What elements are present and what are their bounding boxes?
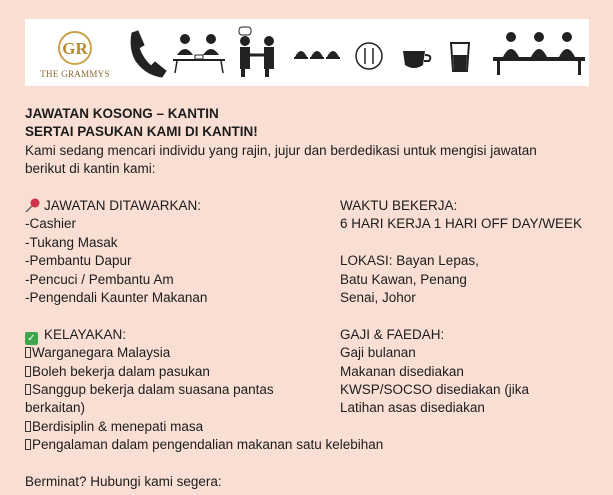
qualification-item: Sanggup bekerja dalam suasana pantas (32, 381, 274, 397)
qualifications-section (25, 326, 274, 436)
grammys-logo-mark-icon (37, 27, 113, 69)
missing-glyph-icon (25, 384, 31, 395)
job-item: -Pengendali Kaunter Makanan (25, 289, 208, 305)
benefit-item: KWSP/SOCSO disediakan (jika (340, 381, 530, 397)
header-banner (25, 19, 589, 86)
hours-title: WAKTU BEKERJA: (340, 197, 458, 213)
qualification-item-cont: berkaitan) (25, 400, 86, 416)
dining-table-people-icon (493, 32, 585, 75)
qualification-item: Boleh bekerja dalam pasukan (32, 363, 210, 379)
missing-glyph-icon (25, 439, 31, 450)
pushpin-icon (25, 198, 41, 212)
missing-glyph-icon (25, 366, 31, 377)
intro-text: Kami sedang mencari individu yang rajin, jujur dan berdedikasi untuk mengisi jawatan (25, 142, 537, 158)
qual-benefits-block (25, 326, 600, 436)
job-post (25, 105, 600, 491)
jobs-hours-block (25, 197, 600, 307)
grammys-logo (37, 27, 113, 83)
missing-glyph-icon (25, 347, 31, 358)
hours-location-section (340, 197, 582, 307)
location-line: Batu Kawan, Penang (340, 271, 467, 287)
post-heading: JAWATAN KOSONG – KANTIN (25, 106, 219, 121)
food-trays-icon (294, 51, 340, 59)
location-line: Senai, Johor (340, 289, 416, 305)
qualification-item: Warganegara Malaysia (32, 345, 171, 361)
qualification-item: Pengalaman dalam pengendalian makanan satu kelebihan (32, 437, 384, 453)
drinking-glass-icon (451, 43, 469, 71)
benefit-item: Makanan disediakan (340, 363, 464, 379)
post-subheading: SERTAI PASUKAN KAMI DI KANTIN! (25, 124, 258, 140)
hours-value: 6 HARI KERJA 1 HARI OFF DAY/WEEK (340, 216, 583, 232)
check-mark-icon: ✓ (25, 332, 38, 345)
benefits-title: GAJI & FAEDAH: (340, 326, 445, 342)
coffee-cup-icon (403, 51, 430, 68)
contact-text: Berminat? Hubungi kami segera: (25, 473, 222, 489)
job-item: -Pencuci / Pembantu Am (25, 271, 174, 287)
location-line: LOKASI: Bayan Lepas, (340, 253, 479, 269)
job-item: -Pembantu Dapur (25, 253, 132, 269)
jobs-title: JAWATAN DITAWARKAN: (44, 197, 201, 213)
meeting-icon (173, 34, 225, 73)
phone-handset-icon (131, 31, 166, 77)
missing-glyph-icon (25, 421, 31, 432)
job-item: -Tukang Masak (25, 234, 118, 250)
qualification-item: Berdisiplin & menepati masa (32, 418, 204, 434)
qualifications-title: KELAYAKAN: (44, 326, 127, 342)
banner-icons (121, 25, 589, 81)
benefit-item: Latihan asas disediakan (340, 400, 485, 416)
benefits-section (340, 326, 529, 418)
intro-text-cont: berikut di kantin kami: (25, 161, 156, 177)
benefit-item: Gaji bulanan (340, 345, 416, 361)
svg-text:GR: GR (62, 39, 88, 58)
logo-text: THE GRAMMYS (40, 69, 110, 79)
jobs-section (25, 197, 207, 307)
handshake-chef-icon (239, 27, 274, 77)
plate-fork-knife-icon (356, 43, 382, 69)
job-item: -Cashier (25, 216, 77, 232)
